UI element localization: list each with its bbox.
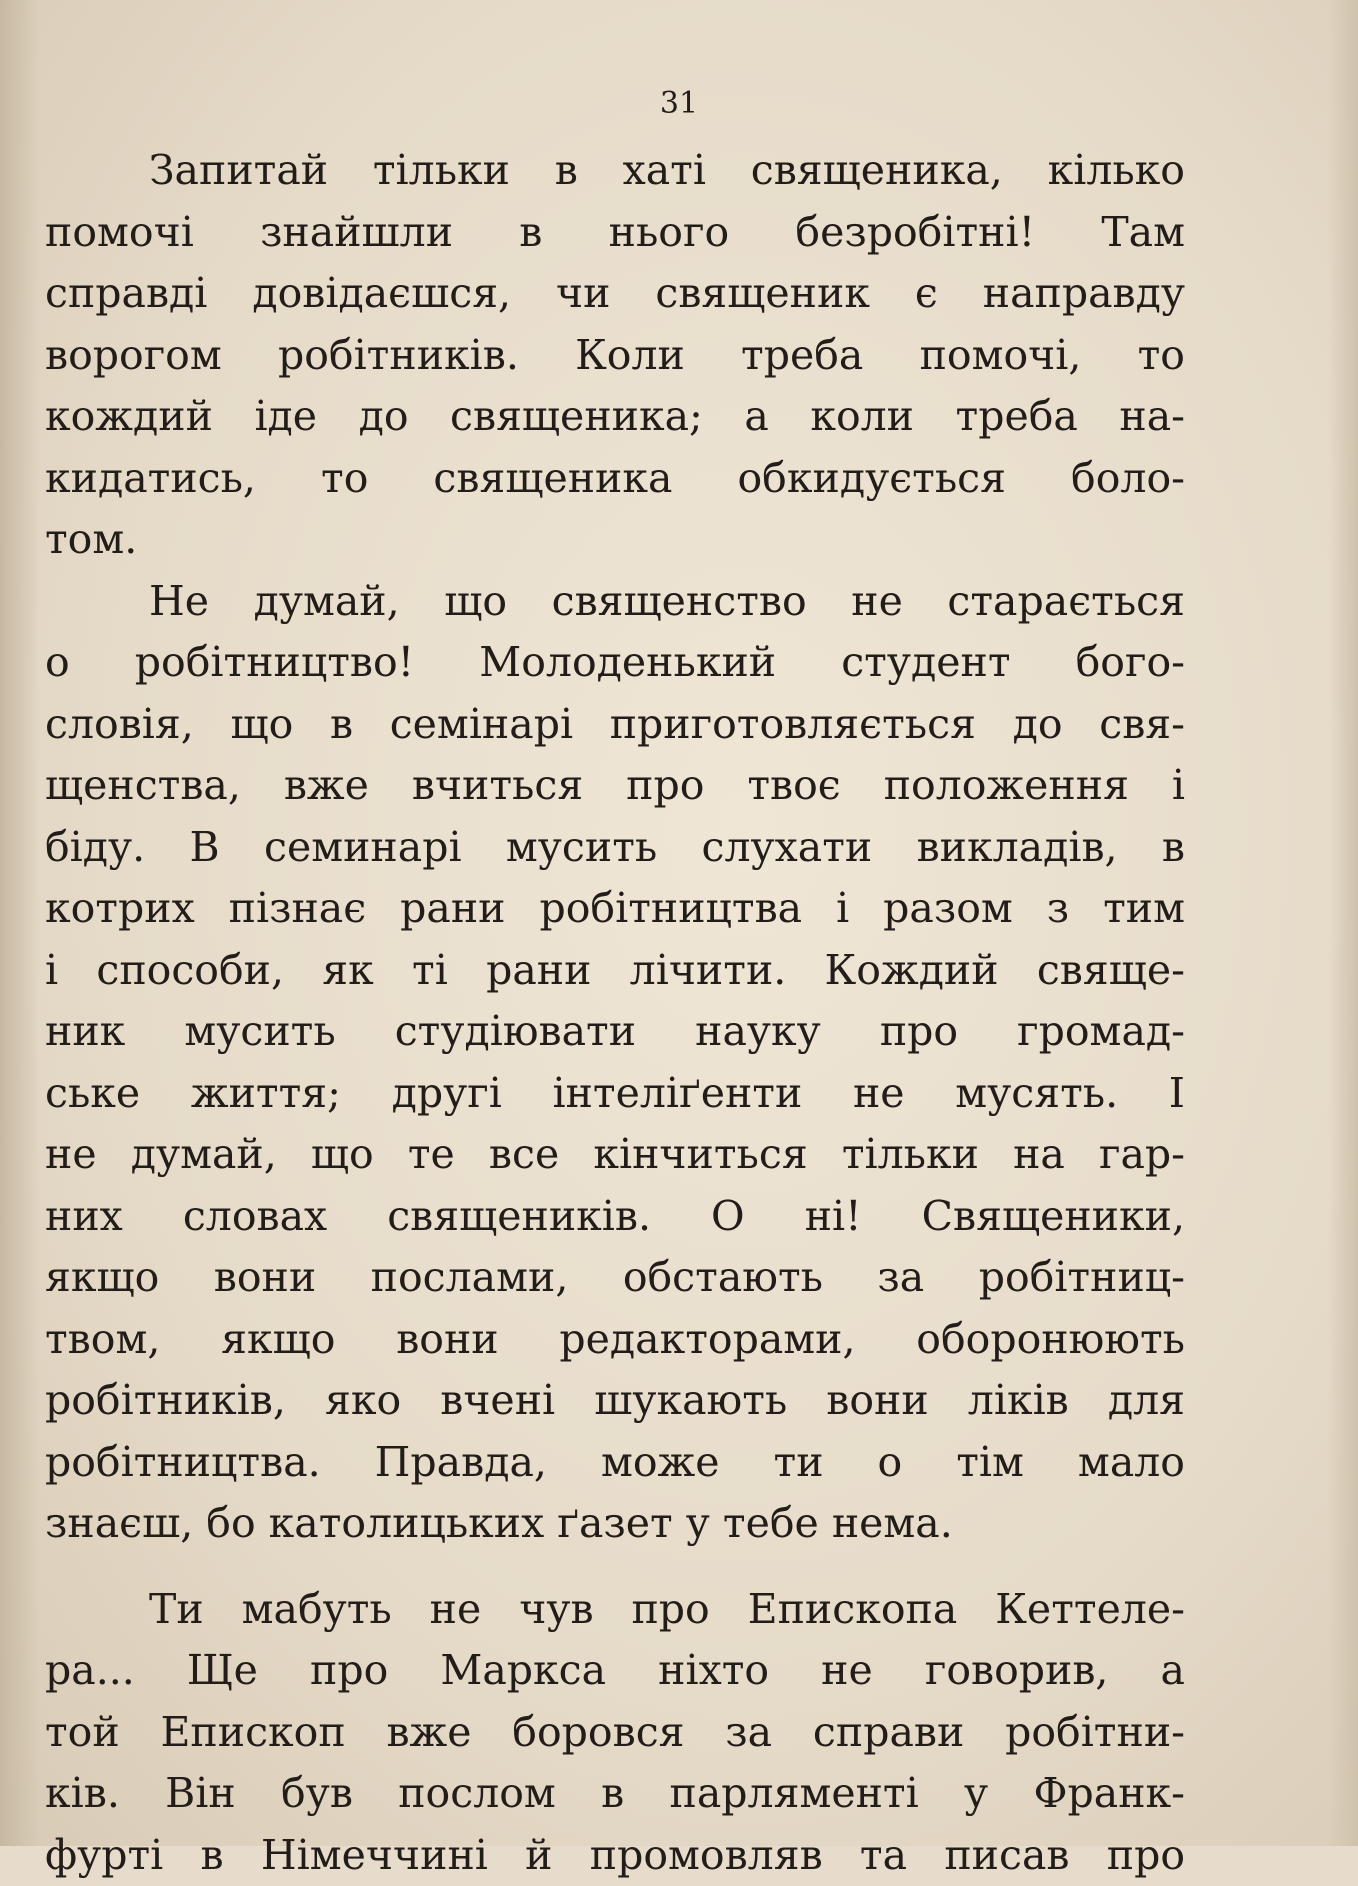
- text-line: не думай, що те все кінчиться тільки на гар-: [45, 1124, 1185, 1186]
- text-line: помочі знайшли в нього безробітні! Там: [45, 202, 1185, 264]
- text-line: і способи, як ті рани лічити. Кождий свяще-: [45, 940, 1185, 1002]
- text-line: Не думай, що священство не старається: [45, 571, 1185, 633]
- text-line: о робітництво! Молоденький студент бого-: [45, 632, 1185, 694]
- page-edge-shadow-left: [0, 0, 40, 1846]
- page-number: 31: [0, 86, 1358, 121]
- text-line: знаєш, бо католицьких ґазет у тебе нема.: [45, 1493, 1185, 1555]
- text-line: той Епископ вже боровся за справи робітни-: [45, 1702, 1185, 1764]
- text-line: ник мусить студіювати науку про громад-: [45, 1001, 1185, 1063]
- text-line: робітників, яко вчені шукають вони ліків для: [45, 1370, 1185, 1432]
- text-line: них словах священиків. О ні! Священики,: [45, 1186, 1185, 1248]
- text-line: ра... Ще про Маркса ніхто не говорив, а: [45, 1640, 1185, 1702]
- text-line: кождий іде до священика; а коли треба на-: [45, 386, 1185, 448]
- text-line: ків. Він був послом в парляменті у Франк-: [45, 1763, 1185, 1825]
- text-line: твом, якщо вони редакторами, оборонюють: [45, 1309, 1185, 1371]
- body-text: [45, 140, 1185, 1886]
- paragraph-gap: [45, 1555, 1185, 1579]
- text-line: робітництва. Правда, може ти о тім мало: [45, 1432, 1185, 1494]
- text-line: Запитай тільки в хаті священика, кілько: [45, 140, 1185, 202]
- page-edge-shadow-right: [1328, 0, 1358, 1846]
- text-line: щенства, вже вчиться про твоє положення і: [45, 755, 1185, 817]
- text-line: ворогом робітників. Коли треба помочі, то: [45, 325, 1185, 387]
- text-line: якщо вони послами, обстають за робітниц-: [45, 1247, 1185, 1309]
- text-line: котрих пізнає рани робітництва і разом з тим: [45, 878, 1185, 940]
- text-line: справді довідаєшся, чи священик є направду: [45, 263, 1185, 325]
- text-line: словія, що в семінарі приготовляється до свя-: [45, 694, 1185, 756]
- text-line: кидатись, то священика обкидується боло-: [45, 448, 1185, 510]
- text-line: біду. В семинарі мусить слухати викладів, в: [45, 817, 1185, 879]
- text-line: ське життя; другі інтеліґенти не мусять. І: [45, 1063, 1185, 1125]
- text-line: том.: [45, 509, 1185, 571]
- text-line: фурті в Німеччині й промовляв та писав про: [45, 1825, 1185, 1886]
- text-line: Ти мабуть не чув про Епископа Кеттеле-: [45, 1579, 1185, 1641]
